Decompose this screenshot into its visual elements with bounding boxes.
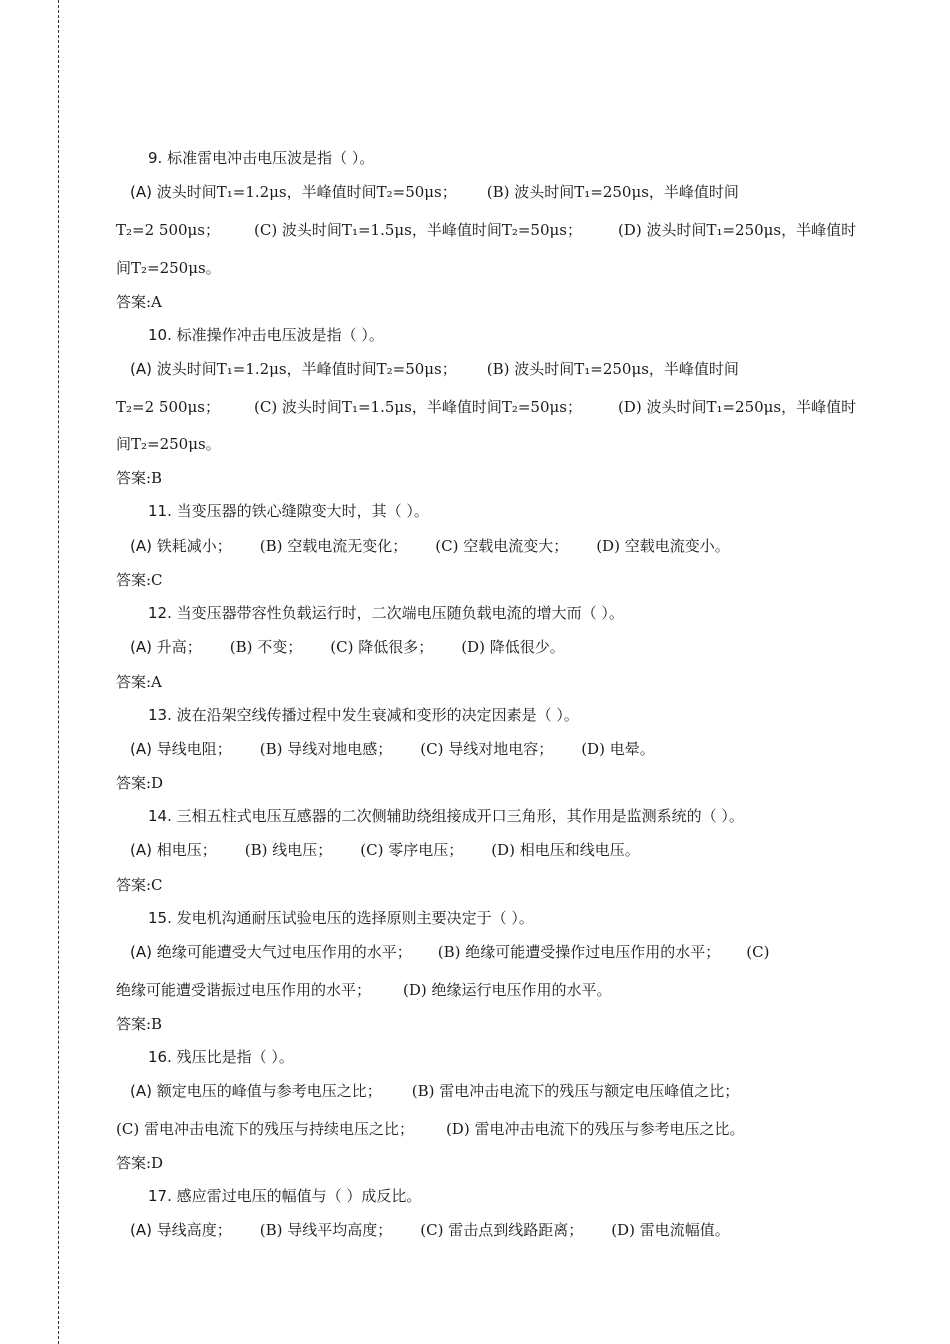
question-10-answer: 答案:B	[116, 469, 163, 487]
option-c-text: 绝缘可能遭受谐振过电压作用的水平；	[116, 981, 372, 999]
question-14-options	[130, 840, 640, 860]
option-a-label: (A)	[130, 943, 152, 961]
question-13-stem: 13. 波在沿架空线传播过程中发生衰减和变形的决定因素是（ ）。	[148, 706, 579, 724]
option-b-text: (B) 导线平均高度；	[259, 1221, 393, 1239]
question-12-stem: 12. 当变压器带容性负载运行时，二次端电压随负载电流的增大而（ ）。	[148, 604, 624, 622]
option-d-text-cont: 间T₂=250μs。	[116, 435, 221, 453]
question-13-answer: 答案:D	[116, 774, 164, 792]
option-c-text: (C) 雷击点到线路距离；	[420, 1221, 584, 1239]
option-b-text: (B) 不变；	[229, 638, 303, 656]
question-9-options-line-1	[130, 182, 739, 202]
option-b-text: (B) 线电压；	[244, 841, 333, 859]
option-d-text: (D) 降低很少。	[461, 638, 565, 656]
question-12-answer: 答案:A	[116, 673, 162, 691]
option-a-text: 导线电阻；	[151, 740, 232, 758]
option-a-label: (A)	[130, 841, 152, 859]
option-a-text: 相电压；	[151, 841, 217, 859]
option-a-label: (A)	[130, 1221, 152, 1239]
option-c-text: (C) 零序电压；	[360, 841, 464, 859]
option-d-text: (D) 波头时间T₁=250μs，半峰值时	[617, 221, 857, 239]
question-16-stem: 16. 残压比是指（ ）。	[148, 1048, 294, 1066]
question-16-options-line-1	[130, 1081, 739, 1101]
question-10-stem: 10. 标准操作冲击电压波是指（ ）。	[148, 326, 384, 344]
option-d-text: (D) 空载电流变小。	[596, 537, 730, 555]
option-a-text: 导线高度；	[151, 1221, 232, 1239]
option-a-label: (A)	[130, 537, 152, 555]
question-15-stem: 15. 发电机沟通耐压试验电压的选择原则主要决定于（ ）。	[148, 909, 534, 927]
option-c-text: (C) 降低很多；	[330, 638, 434, 656]
option-a-label: (A)	[130, 183, 152, 201]
question-17-stem: 17. 感应雷过电压的幅值与（ ）成反比。	[148, 1187, 422, 1205]
option-c-label: (C)	[746, 943, 770, 961]
question-9-stem: 9. 标准雷电冲击电压波是指（ ）。	[148, 149, 375, 167]
option-a-text: 绝缘可能遭受大气过电压作用的水平；	[151, 943, 412, 961]
option-d-text: (D) 雷电冲击电流下的残压与参考电压之比。	[445, 1120, 745, 1138]
option-b-text: (B) 波头时间T₁=250μs，半峰值时间	[486, 183, 739, 201]
question-9-options-line-3	[116, 258, 221, 278]
option-b-text: (B) 空载电流无变化；	[259, 537, 408, 555]
option-d-text: (D) 绝缘运行电压作用的水平。	[403, 981, 612, 999]
option-a-text: 升高；	[151, 638, 202, 656]
question-10-options-line-2	[116, 397, 856, 417]
question-13-options	[130, 739, 655, 759]
option-b-text: (B) 绝缘可能遭受操作过电压作用的水平；	[437, 943, 721, 961]
option-b-text: (B) 雷电冲击电流下的残压与额定电压峰值之比；	[411, 1082, 740, 1100]
option-a-label: (A)	[130, 360, 152, 378]
question-10-options-line-1	[130, 359, 739, 379]
option-a-text: 波头时间T₁=1.2μs，半峰值时间T₂=50μs；	[151, 360, 457, 378]
option-a-text: 额定电压的峰值与参考电压之比；	[151, 1082, 382, 1100]
option-b-text-cont: T₂=2 500μs；	[116, 221, 220, 239]
option-c-text: (C) 空载电流变大；	[435, 537, 569, 555]
option-a-text: 铁耗减小；	[151, 537, 232, 555]
question-15-answer: 答案:B	[116, 1015, 163, 1033]
question-16-options-line-2	[116, 1119, 744, 1139]
option-a-label: (A)	[130, 740, 152, 758]
question-15-options-line-1	[130, 942, 769, 962]
option-d-text-cont: 间T₂=250μs。	[116, 259, 221, 277]
question-11-stem: 11. 当变压器的铁心缝隙变大时，其（ ）。	[148, 502, 429, 520]
option-d-text: (D) 电晕。	[581, 740, 655, 758]
option-a-label: (A)	[130, 1082, 152, 1100]
option-d-text: (D) 相电压和线电压。	[491, 841, 640, 859]
question-11-options	[130, 536, 730, 556]
question-12-options	[130, 637, 565, 657]
option-c-text: (C) 雷电冲击电流下的残压与持续电压之比；	[116, 1120, 414, 1138]
option-b-text-cont: T₂=2 500μs；	[116, 398, 220, 416]
question-10-options-line-3	[116, 434, 221, 454]
option-d-text: (D) 雷电流幅值。	[611, 1221, 730, 1239]
question-14-stem: 14. 三相五柱式电压互感器的二次侧辅助绕组接成开口三角形，其作用是监测系统的（ ）。	[148, 807, 744, 825]
option-c-text: (C) 波头时间T₁=1.5μs，半峰值时间T₂=50μs；	[253, 221, 582, 239]
option-b-text: (B) 导线对地电感；	[259, 740, 393, 758]
question-11-answer: 答案:C	[116, 571, 163, 589]
option-d-text: (D) 波头时间T₁=250μs，半峰值时	[617, 398, 857, 416]
question-9-options-line-2	[116, 220, 856, 240]
option-a-text: 波头时间T₁=1.2μs，半峰值时间T₂=50μs；	[151, 183, 457, 201]
option-a-label: (A)	[130, 638, 152, 656]
binding-margin-line	[58, 0, 59, 1344]
option-c-text: (C) 导线对地电容；	[420, 740, 554, 758]
option-b-text: (B) 波头时间T₁=250μs，半峰值时间	[486, 360, 739, 378]
question-16-answer: 答案:D	[116, 1154, 164, 1172]
question-14-answer: 答案:C	[116, 876, 163, 894]
question-17-options	[130, 1220, 730, 1240]
question-9-answer: 答案:A	[116, 293, 162, 311]
option-c-text: (C) 波头时间T₁=1.5μs，半峰值时间T₂=50μs；	[253, 398, 582, 416]
question-15-options-line-2	[116, 980, 612, 1000]
